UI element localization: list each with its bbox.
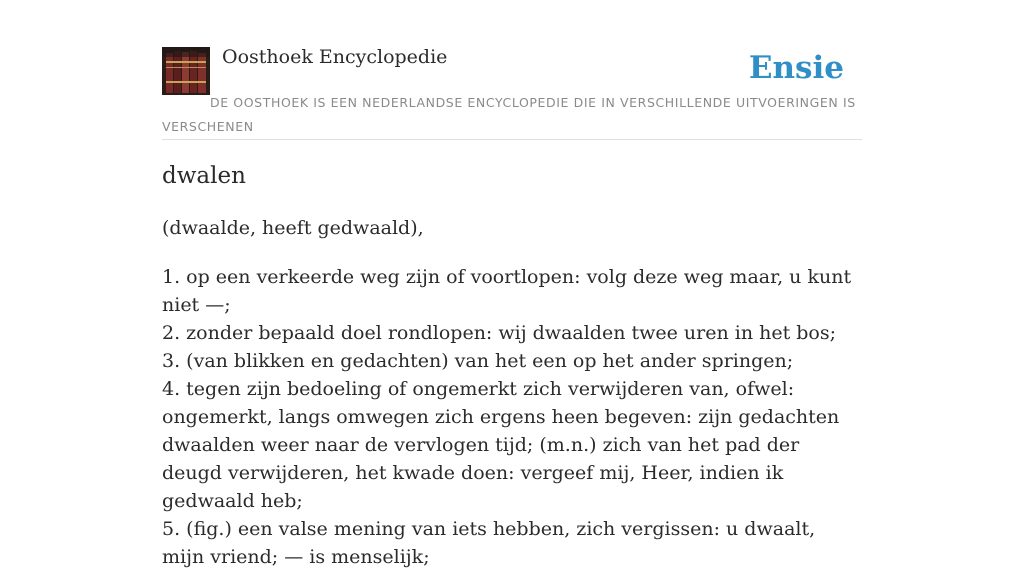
definition-item: 1. op een verkeerde weg zijn of voortlopen: volg deze weg maar, u kunt niet —; <box>162 266 852 316</box>
page-header <box>162 46 862 140</box>
book-spines-avatar-icon[interactable] <box>162 47 210 95</box>
source-title[interactable]: Oosthoek Encyclopedie <box>222 46 448 68</box>
entry-forms: (dwaalde, heeft gedwaald), <box>162 217 424 239</box>
definition-list <box>162 263 862 571</box>
definition-item: 5. (fig.) een valse mening van iets hebben, zich vergissen: u dwaalt, mijn vriend; — is menselijk; <box>162 518 816 568</box>
source-tagline: DE OOSTHOEK IS EEN NEDERLANDSE ENCYCLOPEDIE DIE IN VERSCHILLENDE UITVOERINGEN IS VERSCHENEN <box>162 95 856 134</box>
definition-item: 2. zonder bepaald doel rondlopen: wij dwaalden twee uren in het bos; <box>162 322 837 344</box>
brand-logo-link[interactable]: Ensie <box>748 50 844 86</box>
definition-item: 4. tegen zijn bedoeling of ongemerkt zich verwijderen van, ofwel: ongemerkt, langs omwegen zich ergens heen begeven: zijn gedachten dwaalden weer naar de vervlogen tijd; (m.n.) zich van het pad der deugd verwijderen, het kwade doen: vergeef mij, Heer, indien ik gedwaald heb; <box>162 378 840 512</box>
header-divider <box>162 139 862 140</box>
definition-item: 3. (van blikken en gedachten) van het een op het ander springen; <box>162 350 794 372</box>
entry-headword: dwalen <box>162 163 246 189</box>
